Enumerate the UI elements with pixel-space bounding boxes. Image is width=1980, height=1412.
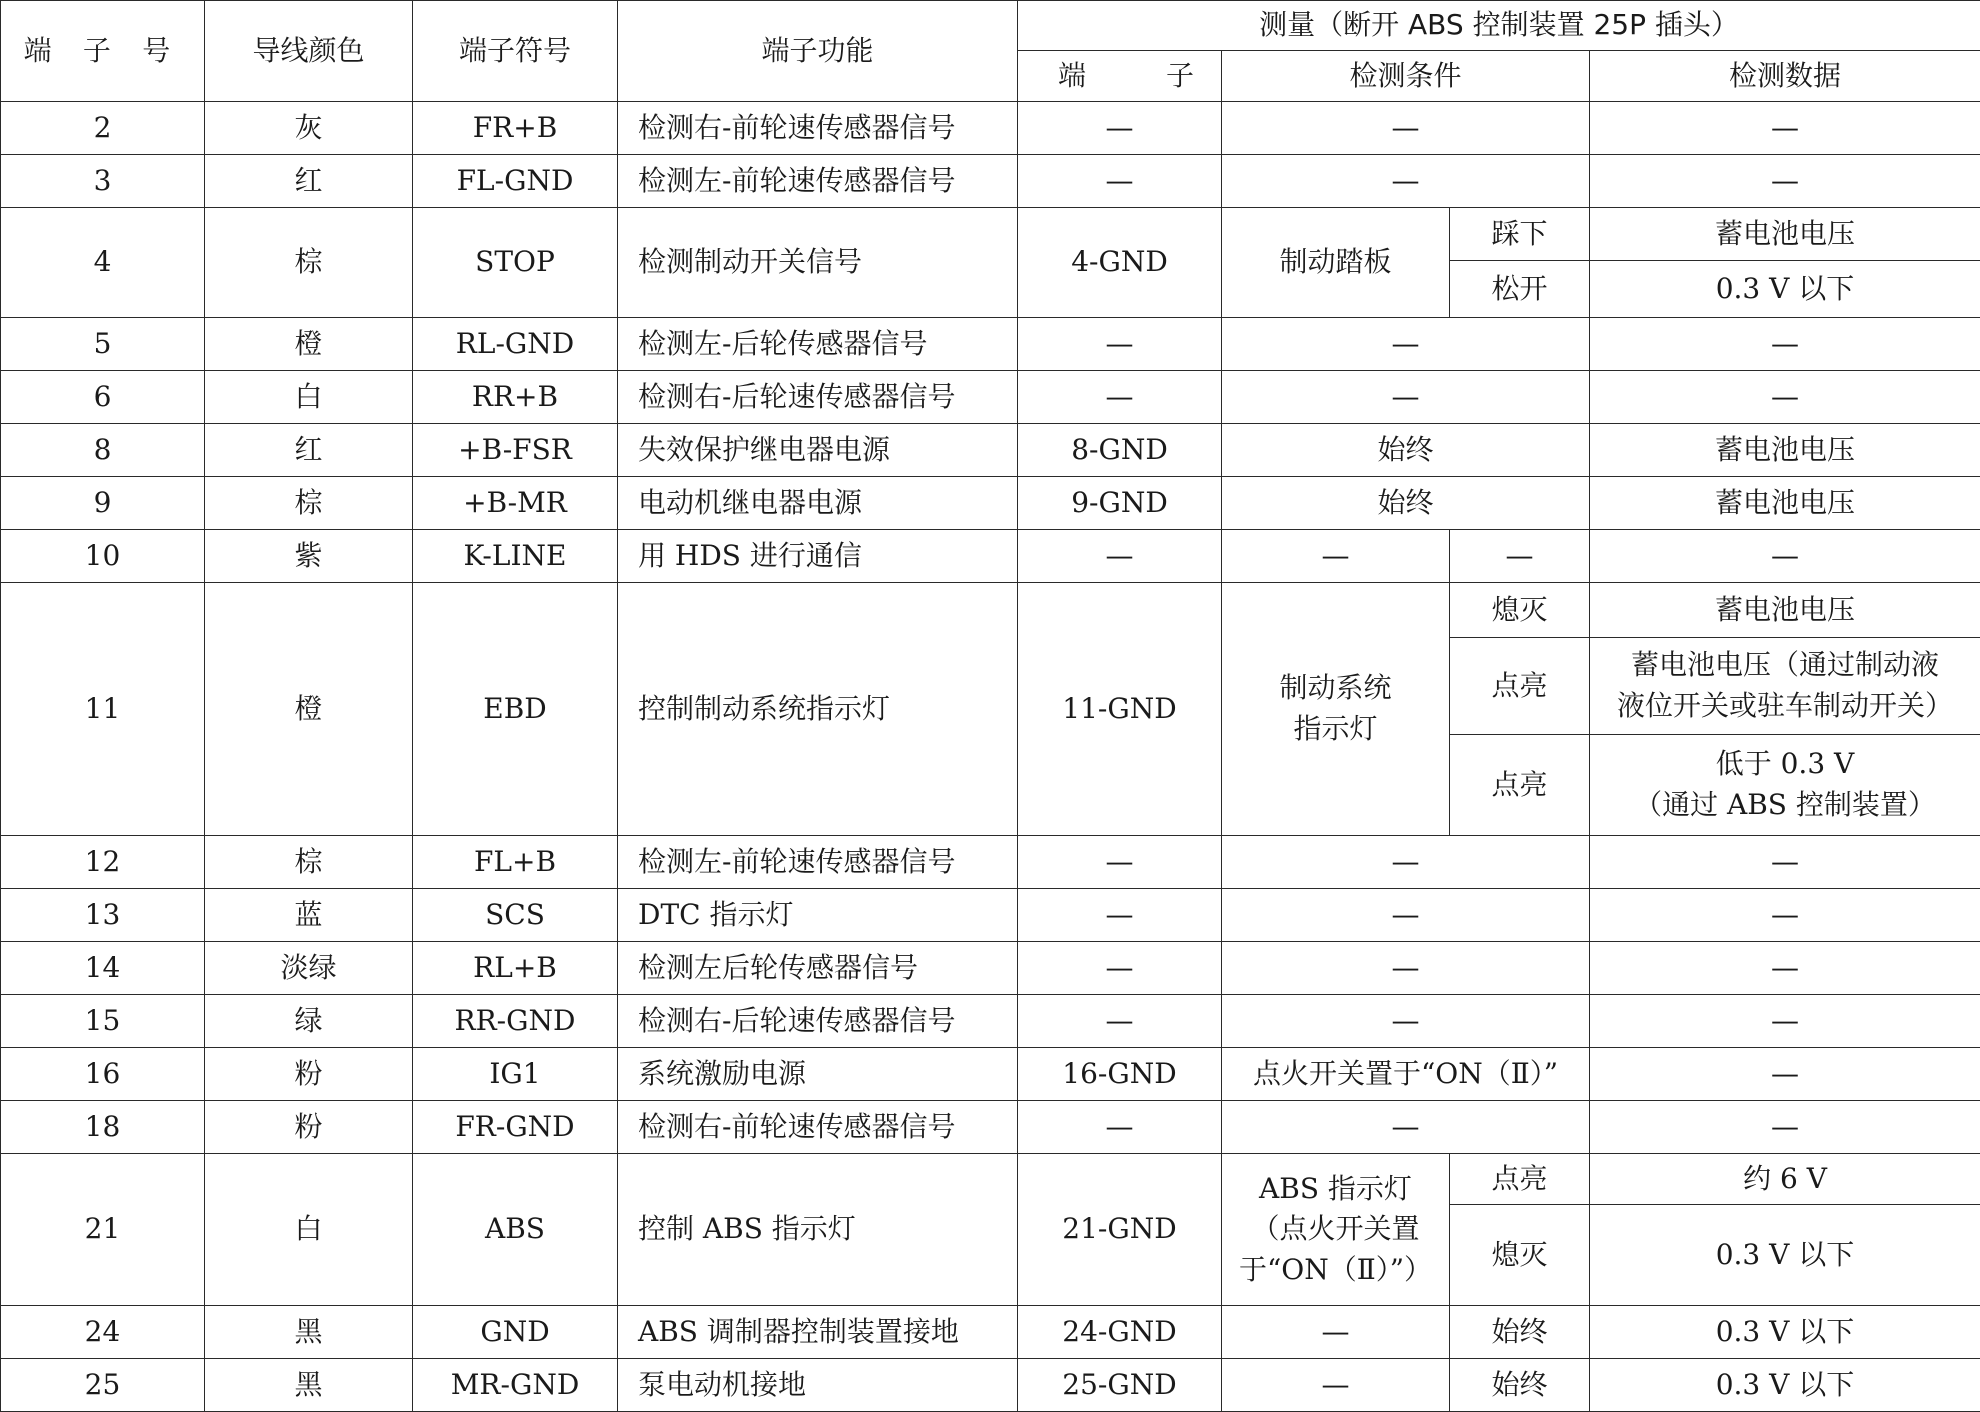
cell-function: 检测右-后轮速传感器信号 — [618, 371, 1018, 424]
table-row — [1, 1359, 1980, 1412]
cell-symbol: GND — [413, 1306, 618, 1359]
cell-condition: — — [1222, 1101, 1590, 1154]
cell-no: 24 — [1, 1306, 205, 1359]
header-sub-terminal-a: 端 — [1058, 59, 1086, 92]
cell-state: 踩下 — [1450, 208, 1590, 261]
cell-terminal: — — [1018, 889, 1222, 942]
cell-terminal: — — [1018, 530, 1222, 583]
cell-condition: 始终 — [1222, 424, 1590, 477]
data-line: 蓄电池电压（通过制动液 — [1594, 645, 1976, 686]
cell-function: 用 HDS 进行通信 — [618, 530, 1018, 583]
cell-no: 6 — [1, 371, 205, 424]
cell-function: 检测左-后轮传感器信号 — [618, 318, 1018, 371]
header-terminal-function: 端子功能 — [618, 1, 1018, 102]
cell-condition: — — [1222, 155, 1590, 208]
cell-data: — — [1590, 318, 1980, 371]
cell-terminal: 24-GND — [1018, 1306, 1222, 1359]
cell-color: 橙 — [205, 318, 413, 371]
table-row — [1, 530, 1980, 583]
cell-data: — — [1590, 155, 1980, 208]
cell-color: 黑 — [205, 1359, 413, 1412]
cell-symbol: EBD — [413, 583, 618, 836]
cell-symbol: RR+B — [413, 371, 618, 424]
condition-line: 于“ON（Ⅱ）”） — [1226, 1250, 1445, 1291]
cell-function: 系统激励电源 — [618, 1048, 1018, 1101]
cell-symbol: ABS — [413, 1154, 618, 1306]
cell-state: 点亮 — [1450, 1154, 1590, 1205]
cell-no: 5 — [1, 318, 205, 371]
cell-state: 始终 — [1450, 1306, 1590, 1359]
cell-function: 失效保护继电器电源 — [618, 424, 1018, 477]
cell-function: 控制 ABS 指示灯 — [618, 1154, 1018, 1306]
cell-terminal: — — [1018, 371, 1222, 424]
data-line: （通过 ABS 控制装置） — [1594, 785, 1976, 826]
cell-data: 0.3 V 以下 — [1590, 1306, 1980, 1359]
cell-symbol: +B-MR — [413, 477, 618, 530]
cell-symbol: MR-GND — [413, 1359, 618, 1412]
cell-terminal: — — [1018, 102, 1222, 155]
header-sub-condition: 检测条件 — [1222, 51, 1590, 102]
header-wire-color: 导线颜色 — [205, 1, 413, 102]
cell-function: 检测左-前轮速传感器信号 — [618, 836, 1018, 889]
table-row — [1, 318, 1980, 371]
cell-symbol: SCS — [413, 889, 618, 942]
table-row — [1, 208, 1980, 261]
cell-data: 0.3 V 以下 — [1590, 261, 1980, 318]
cell-no: 25 — [1, 1359, 205, 1412]
cell-state: 松开 — [1450, 261, 1590, 318]
cell-function: DTC 指示灯 — [618, 889, 1018, 942]
cell-data: 蓄电池电压 — [1590, 424, 1980, 477]
table-row — [1, 1101, 1980, 1154]
cell-function: 控制制动系统指示灯 — [618, 583, 1018, 836]
table-row — [1, 942, 1980, 995]
data-line: 液位开关或驻车制动开关） — [1594, 686, 1976, 727]
cell-symbol: FR+B — [413, 102, 618, 155]
cell-data: — — [1590, 1101, 1980, 1154]
cell-terminal: — — [1018, 318, 1222, 371]
cell-data: — — [1590, 102, 1980, 155]
cell-condition — [1222, 1154, 1450, 1306]
cell-function: 泵电动机接地 — [618, 1359, 1018, 1412]
cell-data: — — [1590, 1048, 1980, 1101]
cell-no: 2 — [1, 102, 205, 155]
cell-symbol: FR-GND — [413, 1101, 618, 1154]
cell-no: 8 — [1, 424, 205, 477]
cell-color: 白 — [205, 1154, 413, 1306]
cell-color: 白 — [205, 371, 413, 424]
cell-function: 检测右-前轮速传感器信号 — [618, 1101, 1018, 1154]
cell-no: 9 — [1, 477, 205, 530]
cell-state: 点亮 — [1450, 638, 1590, 735]
header-sub-data: 检测数据 — [1590, 51, 1980, 102]
cell-symbol: IG1 — [413, 1048, 618, 1101]
table-row — [1, 1306, 1980, 1359]
cell-data: 0.3 V 以下 — [1590, 1205, 1980, 1306]
cell-condition: — — [1222, 371, 1590, 424]
cell-data: — — [1590, 889, 1980, 942]
cell-condition — [1222, 583, 1450, 836]
cell-terminal: — — [1018, 995, 1222, 1048]
cell-no: 4 — [1, 208, 205, 318]
table-row — [1, 477, 1980, 530]
cell-data: 蓄电池电压 — [1590, 583, 1980, 638]
cell-condition: — — [1222, 836, 1590, 889]
table-row — [1, 889, 1980, 942]
cell-terminal: — — [1018, 1101, 1222, 1154]
header-measurement: 测量（断开 ABS 控制装置 25P 插头） — [1018, 1, 1980, 51]
cell-condition: — — [1222, 1359, 1450, 1412]
cell-color: 红 — [205, 424, 413, 477]
cell-data: — — [1590, 942, 1980, 995]
table-row — [1, 836, 1980, 889]
condition-line: 指示灯 — [1226, 709, 1445, 750]
cell-terminal: — — [1018, 942, 1222, 995]
cell-state: 熄灭 — [1450, 583, 1590, 638]
cell-terminal: 25-GND — [1018, 1359, 1222, 1412]
table-row — [1, 424, 1980, 477]
cell-symbol: K-LINE — [413, 530, 618, 583]
cell-data: 蓄电池电压 — [1590, 477, 1980, 530]
table-row — [1, 995, 1980, 1048]
cell-condition: — — [1222, 942, 1590, 995]
cell-state: — — [1450, 530, 1590, 583]
condition-line: 制动系统 — [1226, 668, 1445, 709]
cell-color: 棕 — [205, 477, 413, 530]
cell-no: 18 — [1, 1101, 205, 1154]
cell-color: 绿 — [205, 995, 413, 1048]
cell-no: 21 — [1, 1154, 205, 1306]
cell-color: 粉 — [205, 1048, 413, 1101]
cell-color: 灰 — [205, 102, 413, 155]
cell-terminal: — — [1018, 836, 1222, 889]
cell-color: 棕 — [205, 836, 413, 889]
cell-function: 检测左后轮传感器信号 — [618, 942, 1018, 995]
table-row — [1, 583, 1980, 638]
cell-no: 15 — [1, 995, 205, 1048]
cell-color: 红 — [205, 155, 413, 208]
cell-function: 检测右-前轮速传感器信号 — [618, 102, 1018, 155]
cell-data: — — [1590, 836, 1980, 889]
cell-no: 16 — [1, 1048, 205, 1101]
cell-terminal: 8-GND — [1018, 424, 1222, 477]
cell-no: 3 — [1, 155, 205, 208]
cell-no: 10 — [1, 530, 205, 583]
cell-data: — — [1590, 371, 1980, 424]
cell-function: 检测左-前轮速传感器信号 — [618, 155, 1018, 208]
header-sub-terminal-b: 子 — [1166, 59, 1194, 92]
cell-terminal: 16-GND — [1018, 1048, 1222, 1101]
cell-symbol: RR-GND — [413, 995, 618, 1048]
condition-line: ABS 指示灯 — [1226, 1169, 1445, 1210]
cell-condition: — — [1222, 318, 1590, 371]
cell-data: 蓄电池电压 — [1590, 208, 1980, 261]
cell-function: 检测右-后轮速传感器信号 — [618, 995, 1018, 1048]
cell-symbol: RL-GND — [413, 318, 618, 371]
cell-condition: — — [1222, 995, 1590, 1048]
cell-color: 淡绿 — [205, 942, 413, 995]
cell-color: 黑 — [205, 1306, 413, 1359]
header-terminal-symbol: 端子符号 — [413, 1, 618, 102]
cell-condition: — — [1222, 1306, 1450, 1359]
cell-data — [1590, 735, 1980, 836]
cell-symbol: FL+B — [413, 836, 618, 889]
cell-function: 电动机继电器电源 — [618, 477, 1018, 530]
cell-condition: 制动踏板 — [1222, 208, 1450, 318]
condition-line: （点火开关置 — [1226, 1209, 1445, 1250]
table-row — [1, 1048, 1980, 1101]
cell-state: 熄灭 — [1450, 1205, 1590, 1306]
cell-no: 12 — [1, 836, 205, 889]
cell-state: 始终 — [1450, 1359, 1590, 1412]
cell-data: 0.3 V 以下 — [1590, 1359, 1980, 1412]
cell-color: 橙 — [205, 583, 413, 836]
cell-color: 蓝 — [205, 889, 413, 942]
cell-no: 11 — [1, 583, 205, 836]
header-row-1 — [1, 1, 1980, 51]
cell-data: — — [1590, 995, 1980, 1048]
table-row — [1, 155, 1980, 208]
table-row — [1, 371, 1980, 424]
cell-function: ABS 调制器控制装置接地 — [618, 1306, 1018, 1359]
cell-condition: — — [1222, 530, 1450, 583]
cell-no: 13 — [1, 889, 205, 942]
cell-terminal: 9-GND — [1018, 477, 1222, 530]
header-terminal-no: 端 子 号 — [1, 1, 205, 102]
cell-state: 点亮 — [1450, 735, 1590, 836]
cell-symbol: RL+B — [413, 942, 618, 995]
cell-no: 14 — [1, 942, 205, 995]
cell-terminal: — — [1018, 155, 1222, 208]
cell-color: 棕 — [205, 208, 413, 318]
cell-terminal: 21-GND — [1018, 1154, 1222, 1306]
cell-terminal: 4-GND — [1018, 208, 1222, 318]
cell-condition: 始终 — [1222, 477, 1590, 530]
cell-condition: — — [1222, 102, 1590, 155]
table-row — [1, 1154, 1980, 1205]
cell-color: 粉 — [205, 1101, 413, 1154]
cell-data — [1590, 638, 1980, 735]
cell-symbol: +B-FSR — [413, 424, 618, 477]
header-sub-terminal — [1018, 51, 1222, 102]
data-line: 低于 0.3 V — [1594, 744, 1976, 785]
cell-condition: 点火开关置于“ON（Ⅱ）” — [1222, 1048, 1590, 1101]
cell-function: 检测制动开关信号 — [618, 208, 1018, 318]
table-row — [1, 102, 1980, 155]
cell-data: — — [1590, 530, 1980, 583]
cell-data: 约 6 V — [1590, 1154, 1980, 1205]
cell-condition: — — [1222, 889, 1590, 942]
cell-symbol: STOP — [413, 208, 618, 318]
cell-color: 紫 — [205, 530, 413, 583]
cell-terminal: 11-GND — [1018, 583, 1222, 836]
cell-symbol: FL-GND — [413, 155, 618, 208]
